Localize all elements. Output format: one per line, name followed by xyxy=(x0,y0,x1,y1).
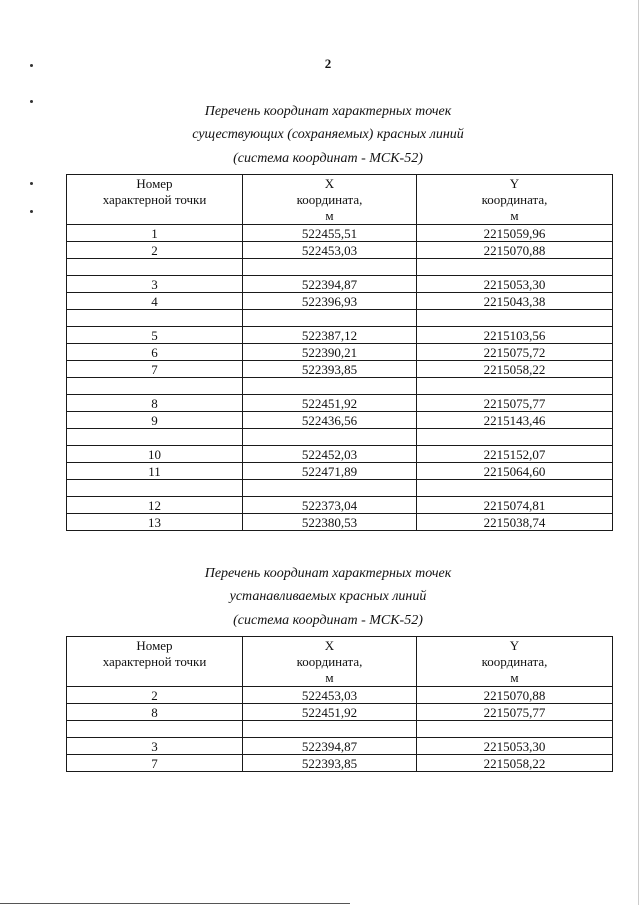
x-coordinate-cell: 522436,56 xyxy=(243,412,417,429)
point-number-cell: 8 xyxy=(67,704,243,721)
y-coordinate-cell: 2215043,38 xyxy=(417,293,613,310)
point-number-cell: 8 xyxy=(67,395,243,412)
x-coordinate-cell: 522453,03 xyxy=(243,242,417,259)
y-coordinate-cell: 2215070,88 xyxy=(417,687,613,704)
table-row xyxy=(67,327,613,344)
point-number-cell: 2 xyxy=(67,242,243,259)
x-coordinate-cell xyxy=(243,259,417,276)
table1-caption-line3: (система координат - МСК-52) xyxy=(233,151,423,166)
point-number-cell xyxy=(67,721,243,738)
scan-artifact-edge xyxy=(638,0,639,905)
table1-caption-line1: Перечень координат характерных точек xyxy=(204,104,452,119)
y-coordinate-cell: 2215143,46 xyxy=(417,412,613,429)
point-number-cell xyxy=(67,480,243,497)
y-coordinate-cell xyxy=(417,378,613,395)
point-number-cell: 12 xyxy=(67,497,243,514)
x-coordinate-cell xyxy=(243,480,417,497)
x-coordinate-cell: 522451,92 xyxy=(243,395,417,412)
x-coordinate-cell: 522393,85 xyxy=(243,361,417,378)
x-coordinate-cell: 522394,87 xyxy=(243,276,417,293)
table-row xyxy=(67,755,613,772)
x-coordinate-cell: 522390,21 xyxy=(243,344,417,361)
x-coordinate-cell xyxy=(243,429,417,446)
table1-caption-line2: существующих (сохраняемых) красных линий xyxy=(192,127,464,142)
table-separator-row xyxy=(67,310,613,327)
y-coordinate-cell xyxy=(417,259,613,276)
x-coordinate-cell: 522451,92 xyxy=(243,704,417,721)
table-row xyxy=(67,395,613,412)
table-separator-row xyxy=(67,429,613,446)
header-x-coordinate: X координата, м xyxy=(243,637,417,687)
point-number-cell: 7 xyxy=(67,755,243,772)
header-point-number: Номер характерной точки xyxy=(67,175,243,225)
y-coordinate-cell: 2215075,72 xyxy=(417,344,613,361)
margin-dot xyxy=(30,182,33,185)
table-row xyxy=(67,738,613,755)
point-number-cell: 3 xyxy=(67,276,243,293)
y-coordinate-cell: 2215053,30 xyxy=(417,276,613,293)
x-coordinate-cell: 522394,87 xyxy=(243,738,417,755)
y-coordinate-cell: 2215103,56 xyxy=(417,327,613,344)
table-row xyxy=(67,687,613,704)
table-row xyxy=(67,276,613,293)
point-number-cell: 13 xyxy=(67,514,243,531)
x-coordinate-cell: 522387,12 xyxy=(243,327,417,344)
table2-caption-line1: Перечень координат характерных точек xyxy=(204,566,452,581)
table-row xyxy=(67,242,613,259)
x-coordinate-cell: 522396,93 xyxy=(243,293,417,310)
table-row xyxy=(67,497,613,514)
point-number-cell: 4 xyxy=(67,293,243,310)
y-coordinate-cell: 2215058,22 xyxy=(417,361,613,378)
y-coordinate-cell xyxy=(417,721,613,738)
table-header-row xyxy=(67,637,613,687)
table-row xyxy=(67,412,613,429)
y-coordinate-cell: 2215075,77 xyxy=(417,704,613,721)
table-row xyxy=(67,361,613,378)
point-number-cell: 3 xyxy=(67,738,243,755)
y-coordinate-cell: 2215059,96 xyxy=(417,225,613,242)
header-point-number: Номер характерной точки xyxy=(67,637,243,687)
table-separator-row xyxy=(67,721,613,738)
point-number-cell: 5 xyxy=(67,327,243,344)
y-coordinate-cell xyxy=(417,429,613,446)
point-number-cell: 11 xyxy=(67,463,243,480)
table-row xyxy=(67,514,613,531)
x-coordinate-cell: 522393,85 xyxy=(243,755,417,772)
table2-established-red-lines xyxy=(66,636,613,772)
page-number: 2 xyxy=(324,56,332,71)
x-coordinate-cell: 522452,03 xyxy=(243,446,417,463)
scan-artifact-line xyxy=(0,903,350,904)
table-row xyxy=(67,704,613,721)
table-separator-row xyxy=(67,480,613,497)
y-coordinate-cell: 2215075,77 xyxy=(417,395,613,412)
header-y-coordinate: Y координата, м xyxy=(417,175,613,225)
point-number-cell xyxy=(67,310,243,327)
table2-caption-line3: (система координат - МСК-52) xyxy=(233,613,423,628)
table-separator-row xyxy=(67,259,613,276)
x-coordinate-cell: 522380,53 xyxy=(243,514,417,531)
table-row xyxy=(67,463,613,480)
margin-dot xyxy=(30,100,33,103)
y-coordinate-cell: 2215152,07 xyxy=(417,446,613,463)
y-coordinate-cell: 2215038,74 xyxy=(417,514,613,531)
point-number-cell: 1 xyxy=(67,225,243,242)
header-y-coordinate: Y координата, м xyxy=(417,637,613,687)
point-number-cell: 10 xyxy=(67,446,243,463)
x-coordinate-cell xyxy=(243,721,417,738)
x-coordinate-cell: 522471,89 xyxy=(243,463,417,480)
table-row xyxy=(67,344,613,361)
y-coordinate-cell: 2215070,88 xyxy=(417,242,613,259)
table-separator-row xyxy=(67,378,613,395)
y-coordinate-cell: 2215053,30 xyxy=(417,738,613,755)
y-coordinate-cell: 2215064,60 xyxy=(417,463,613,480)
point-number-cell xyxy=(67,378,243,395)
table-row xyxy=(67,225,613,242)
header-x-coordinate: X координата, м xyxy=(243,175,417,225)
x-coordinate-cell xyxy=(243,310,417,327)
x-coordinate-cell xyxy=(243,378,417,395)
y-coordinate-cell xyxy=(417,310,613,327)
y-coordinate-cell: 2215058,22 xyxy=(417,755,613,772)
table1-existing-red-lines xyxy=(66,174,613,531)
point-number-cell: 2 xyxy=(67,687,243,704)
point-number-cell: 7 xyxy=(67,361,243,378)
point-number-cell: 6 xyxy=(67,344,243,361)
point-number-cell xyxy=(67,259,243,276)
table2-caption-line2: устанавливаемых красных линий xyxy=(229,589,427,604)
table-row xyxy=(67,293,613,310)
x-coordinate-cell: 522373,04 xyxy=(243,497,417,514)
x-coordinate-cell: 522453,03 xyxy=(243,687,417,704)
point-number-cell xyxy=(67,429,243,446)
table-header-row xyxy=(67,175,613,225)
x-coordinate-cell: 522455,51 xyxy=(243,225,417,242)
table-row xyxy=(67,446,613,463)
y-coordinate-cell: 2215074,81 xyxy=(417,497,613,514)
margin-dot xyxy=(30,210,33,213)
point-number-cell: 9 xyxy=(67,412,243,429)
y-coordinate-cell xyxy=(417,480,613,497)
